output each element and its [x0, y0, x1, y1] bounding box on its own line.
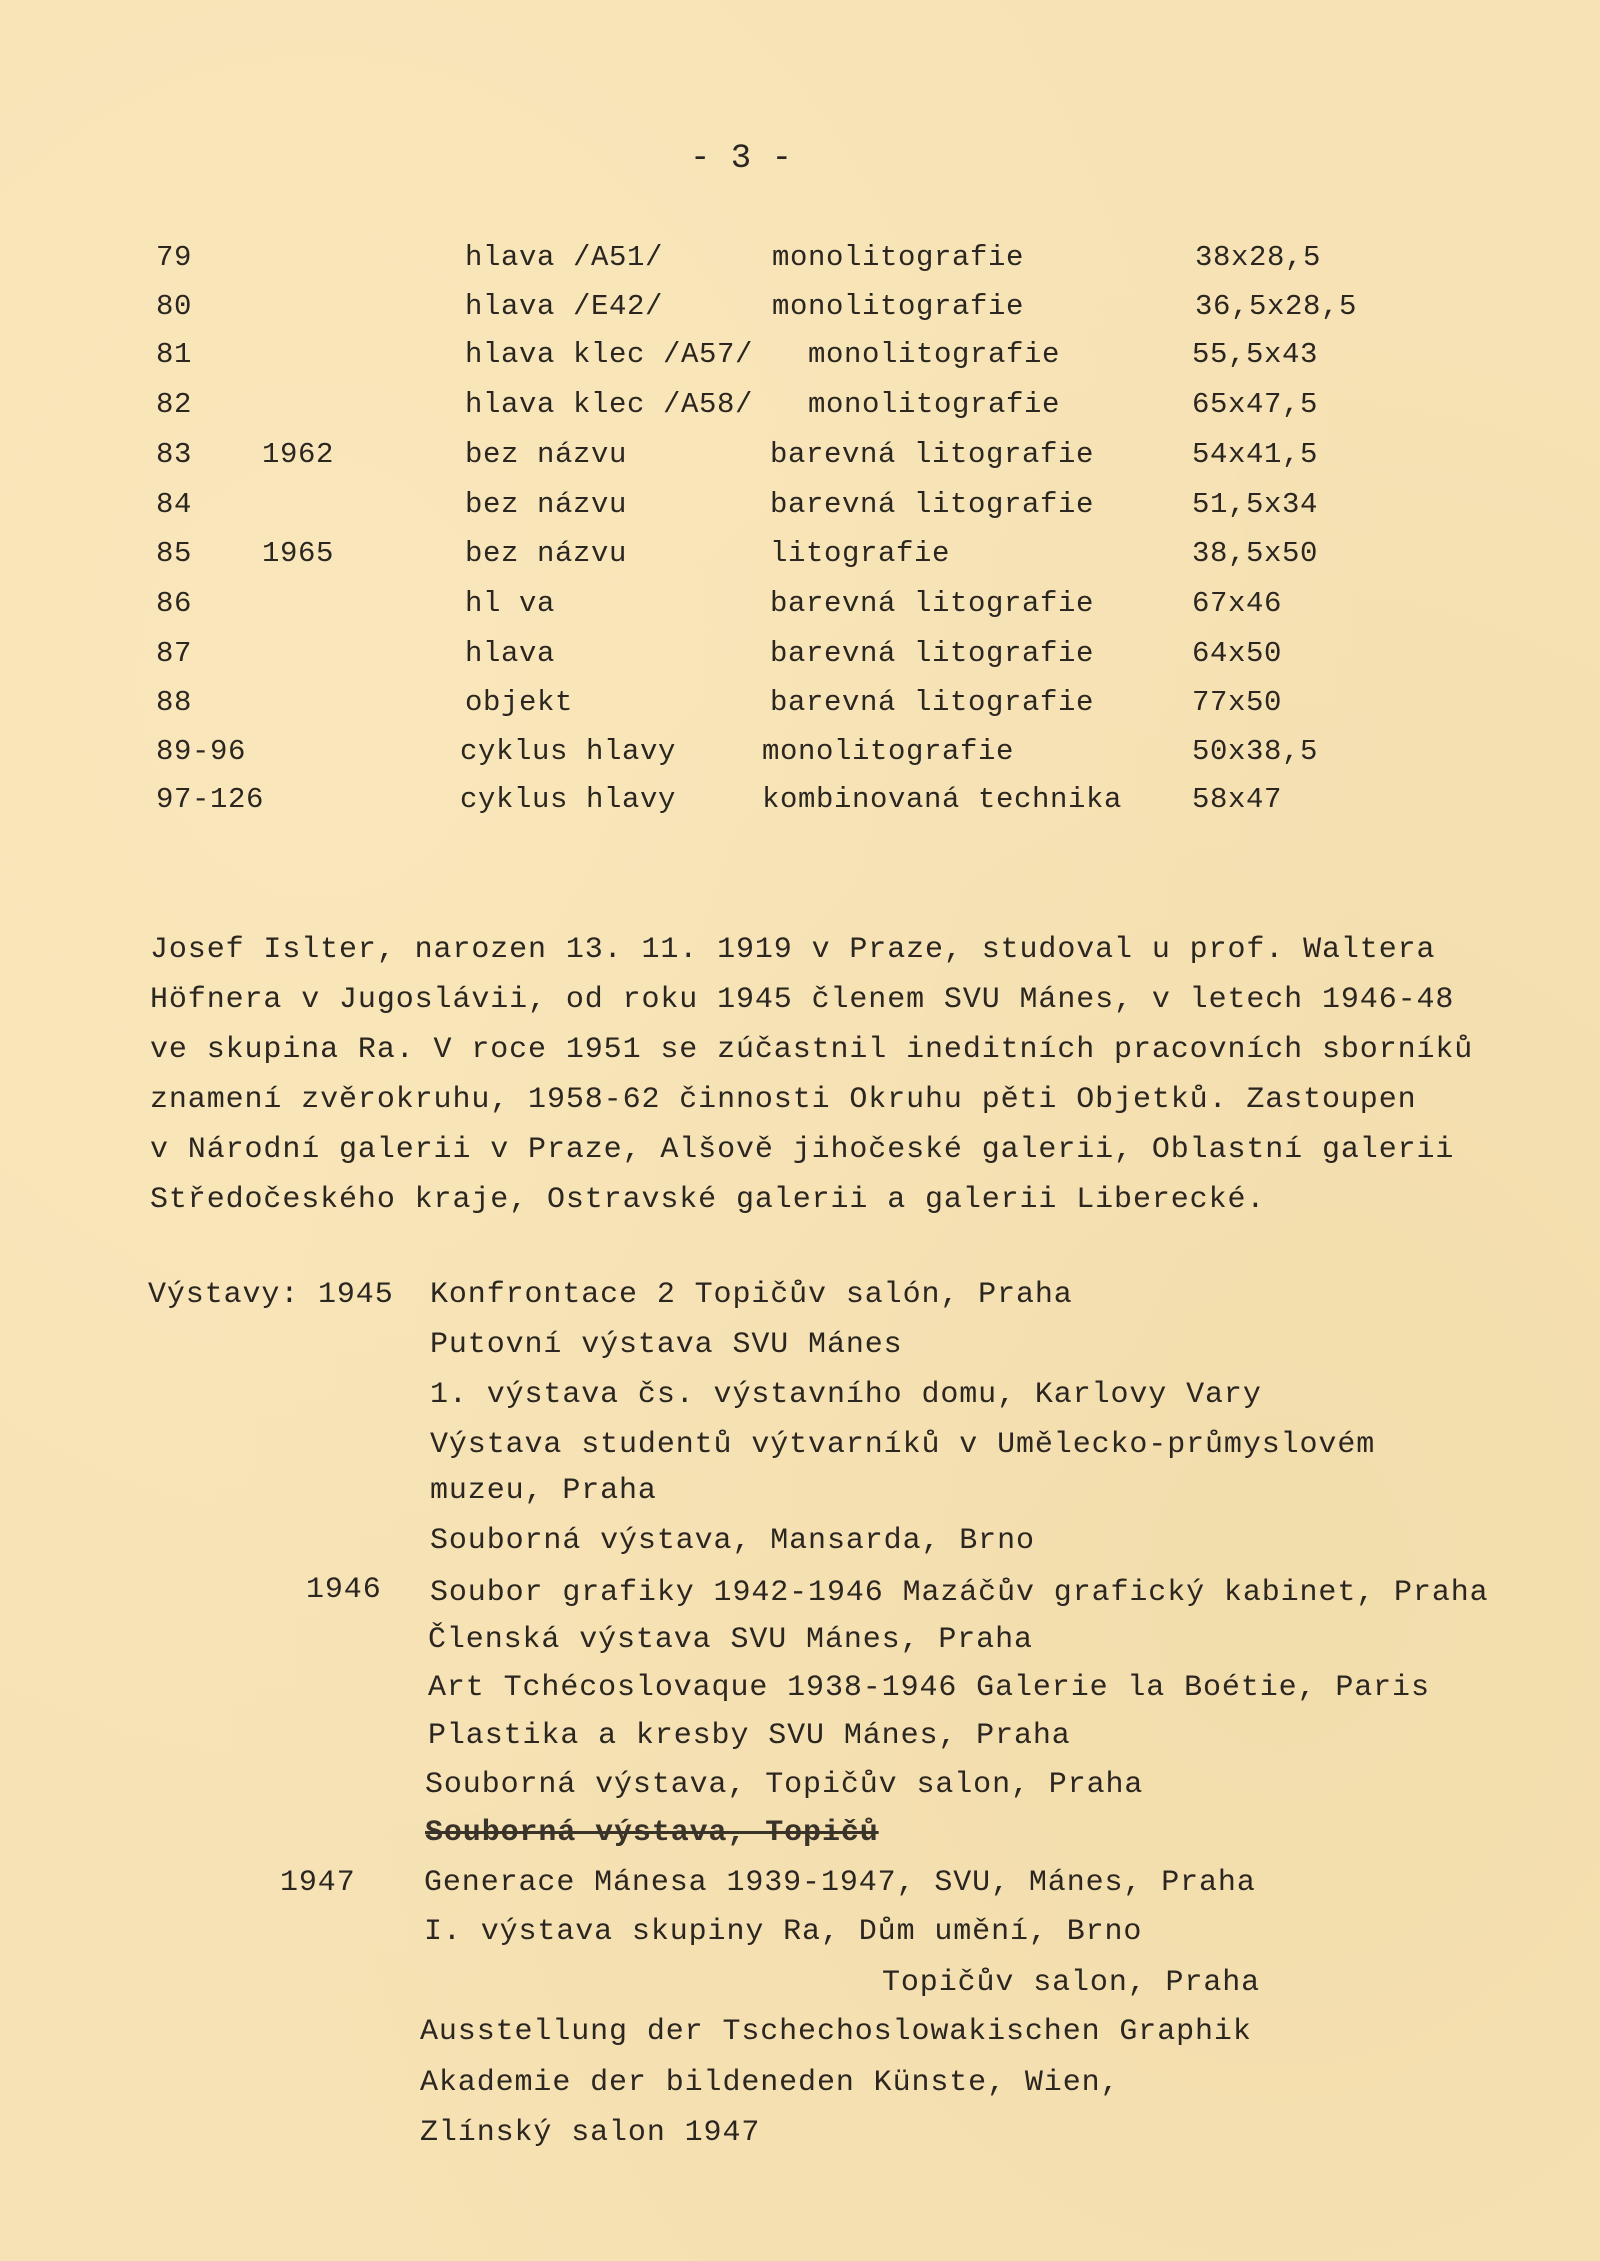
catalog-number: 84 — [156, 488, 193, 521]
work-technique: monolitografie — [808, 388, 1061, 421]
catalog-number: 82 — [156, 388, 193, 421]
exhibition-entry: Generace Mánesa 1939-1947, SVU, Mánes, Praha — [424, 1866, 1256, 1900]
exhibition-entry: Topičův salon, Praha — [882, 1966, 1261, 2000]
table-row — [0, 639, 1600, 679]
work-title: bez názvu — [465, 438, 628, 471]
work-title: objekt — [465, 686, 574, 719]
work-technique: kombinovaná technika — [762, 783, 1123, 816]
work-size: 64x50 — [1192, 637, 1283, 670]
work-technique: barevná litografie — [770, 587, 1095, 620]
table-row — [0, 390, 1600, 430]
exhibition-entry: Art Tchécoslovaque 1938-1946 Galerie la Boétie, Paris — [428, 1671, 1430, 1705]
exhibition-entry: I. výstava skupiny Ra, Dům umění, Brno — [424, 1915, 1143, 1949]
catalog-number: 97-126 — [156, 783, 265, 816]
exhibition-entry: Souborná výstava, Topičův salon, Praha — [425, 1768, 1144, 1802]
work-technique: barevná litografie — [770, 637, 1095, 670]
work-technique: barevná litografie — [770, 686, 1095, 719]
work-title: bez názvu — [465, 537, 628, 570]
page-number: - 3 - — [690, 140, 793, 178]
exhibition-entry: Plastika a kresby SVU Mánes, Praha — [428, 1719, 1071, 1753]
catalog-number: 87 — [156, 637, 193, 670]
work-size: 67x46 — [1192, 587, 1283, 620]
biography-line: znamení zvěrokruhu, 1958-62 činnosti Okruhu pěti Objetků. Zastoupen — [150, 1083, 1417, 1117]
work-technique: litografie — [770, 537, 951, 570]
work-technique: monolitografie — [772, 290, 1025, 323]
work-size: 38,5x50 — [1192, 537, 1319, 570]
table-row — [0, 243, 1600, 283]
work-size: 38x28,5 — [1195, 241, 1322, 274]
table-row — [0, 688, 1600, 728]
work-size: 55,5x43 — [1192, 338, 1319, 371]
work-size: 51,5x34 — [1192, 488, 1319, 521]
work-title: hlava klec /A57/ — [465, 338, 754, 371]
exhibition-year: 1945 — [318, 1278, 394, 1312]
work-size: 36,5x28,5 — [1195, 290, 1358, 323]
catalog-number: 88 — [156, 686, 193, 719]
exhibition-entry: Zlínský salon 1947 — [420, 2116, 761, 2150]
catalog-number: 89-96 — [156, 735, 247, 768]
work-technique: monolitografie — [762, 735, 1015, 768]
exhibition-entry: Souborná výstava, Mansarda, Brno — [430, 1524, 1035, 1558]
struck-out-entry: Souborná výstava, Topičů — [425, 1816, 879, 1850]
work-size: 54x41,5 — [1192, 438, 1319, 471]
table-row — [0, 440, 1600, 480]
table-row — [0, 589, 1600, 629]
work-size: 65x47,5 — [1192, 388, 1319, 421]
biography-line: v Národní galerii v Praze, Alšově jihočeské galerii, Oblastní galerii — [150, 1133, 1455, 1167]
table-row — [0, 490, 1600, 530]
catalog-number: 86 — [156, 587, 193, 620]
work-title: hlava klec /A58/ — [465, 388, 754, 421]
work-year: 1962 — [262, 438, 335, 471]
biography-line: Josef Islter, narozen 13. 11. 1919 v Praze, studoval u prof. Waltera — [150, 933, 1436, 967]
exhibition-entry: Soubor grafiky 1942-1946 Mazáčův grafický kabinet, Praha — [430, 1576, 1489, 1610]
biography-line: ve skupina Ra. V roce 1951 se zúčastnil ineditních pracovních sborníků — [150, 1033, 1474, 1067]
table-row — [0, 737, 1600, 777]
biography-paragraph — [150, 933, 1590, 1233]
work-year: 1965 — [262, 537, 335, 570]
exhibition-entry: Konfrontace 2 Topičův salón, Praha — [430, 1278, 1073, 1312]
exhibition-entry: Akademie der bildeneden Künste, Wien, — [420, 2066, 1120, 2100]
catalog-number: 79 — [156, 241, 193, 274]
exhibition-entry: Putovní výstava SVU Mánes — [430, 1328, 903, 1362]
exhibitions-label: Výstavy: — [148, 1278, 300, 1312]
biography-line: Středočeského kraje, Ostravské galerii a galerii Liberecké. — [150, 1183, 1266, 1217]
exhibition-entry: Členská výstava SVU Mánes, Praha — [428, 1623, 1033, 1657]
work-size: 50x38,5 — [1192, 735, 1319, 768]
exhibition-entry: Výstava studentů výtvarníků v Umělecko-průmyslovém — [430, 1428, 1376, 1462]
work-technique: monolitografie — [772, 241, 1025, 274]
exhibition-entry: muzeu, Praha — [430, 1474, 657, 1508]
table-row — [0, 539, 1600, 579]
table-row — [0, 292, 1600, 332]
biography-line: Höfnera v Jugoslávii, od roku 1945 členem SVU Mánes, v letech 1946-48 — [150, 983, 1455, 1017]
work-technique: monolitografie — [808, 338, 1061, 371]
catalog-number: 85 — [156, 537, 193, 570]
exhibition-year: 1947 — [280, 1866, 356, 1900]
table-row — [0, 340, 1600, 380]
exhibition-entry: Ausstellung der Tschechoslowakischen Graphik — [420, 2015, 1252, 2049]
catalog-number: 80 — [156, 290, 193, 323]
exhibition-year: 1946 — [306, 1573, 382, 1607]
catalog-number: 81 — [156, 338, 193, 371]
catalog-number: 83 — [156, 438, 193, 471]
work-title: bez názvu — [465, 488, 628, 521]
work-technique: barevná litografie — [770, 438, 1095, 471]
table-row — [0, 785, 1600, 825]
work-technique: barevná litografie — [770, 488, 1095, 521]
exhibition-entry: 1. výstava čs. výstavního domu, Karlovy Vary — [430, 1378, 1262, 1412]
work-title: hlava /E42/ — [465, 290, 664, 323]
work-size: 77x50 — [1192, 686, 1283, 719]
work-size: 58x47 — [1192, 783, 1283, 816]
work-title: cyklus hlavy — [460, 735, 677, 768]
work-title: hl va — [465, 587, 556, 620]
work-title: cyklus hlavy — [460, 783, 677, 816]
work-title: hlava — [465, 637, 556, 670]
work-title: hlava /A51/ — [465, 241, 664, 274]
